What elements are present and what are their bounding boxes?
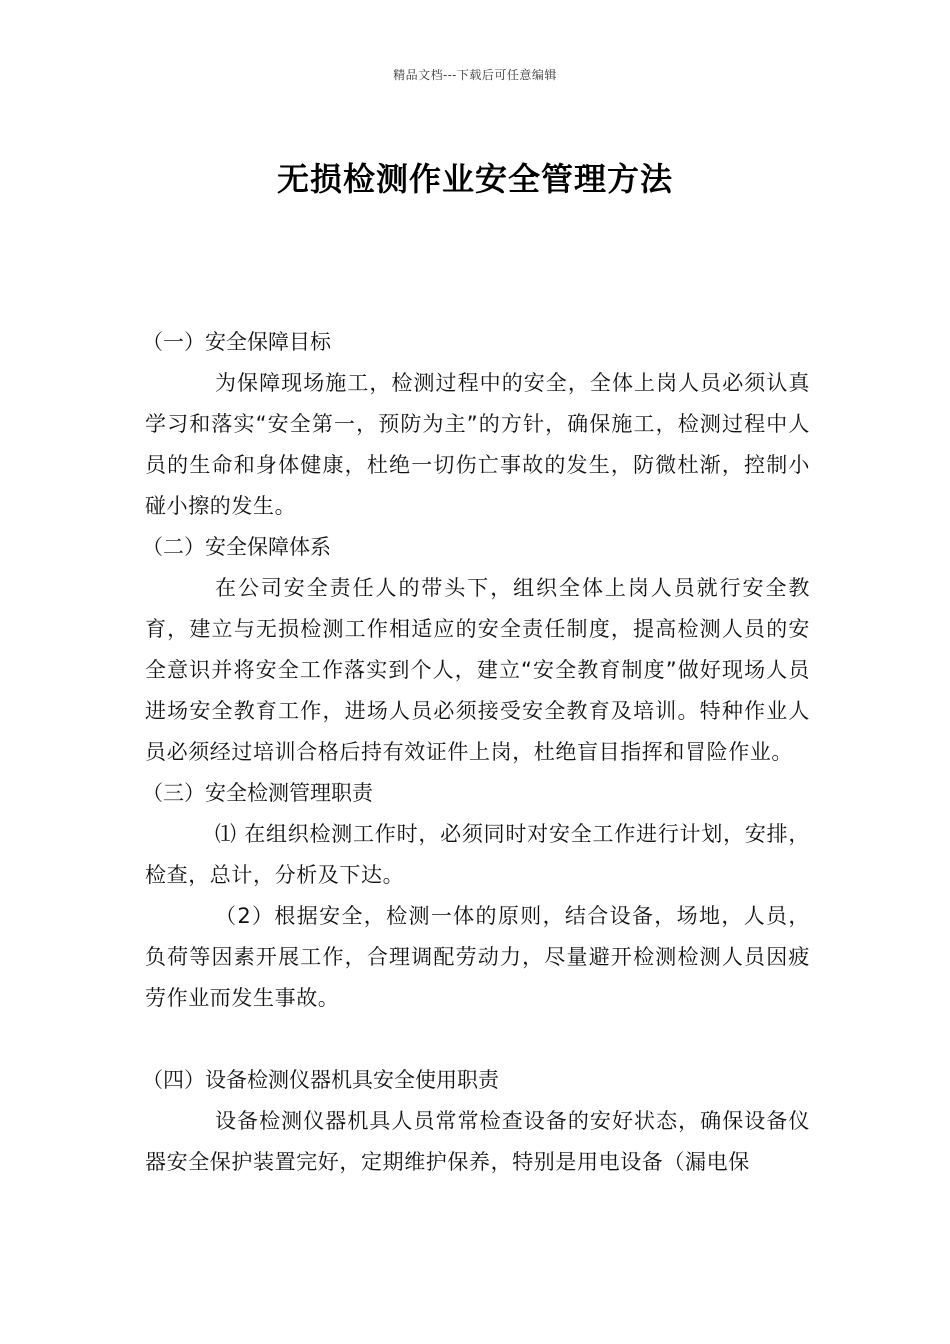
section-heading: （二）安全保障体系 [142, 535, 331, 559]
paragraph: ⑴ 在组织检测工作时，必须同时对安全工作进行计划，安排，检查，总计，分析及下达。 [145, 822, 810, 887]
section-1 [142, 322, 810, 527]
section-2 [142, 527, 810, 773]
document-body [142, 322, 810, 1183]
section-heading: （三）安全检测管理职责 [142, 781, 373, 805]
section-4 [142, 1060, 810, 1183]
paragraph: 设备检测仪器机具人员常常检查设备的安好状态，确保设备仪器安全保护装置完好，定期维护保养，特别是用电设备（漏电保 [145, 1109, 810, 1174]
section-heading: （一）安全保障目标 [142, 330, 331, 354]
paragraph: （2）根据安全，检测一体的原则，结合设备，场地，人员，负荷等因素开展工作，合理调配劳动力，尽量避开检测检测人员因疲劳作业而发生事故。 [145, 904, 810, 1010]
section-heading: （四）设备检测仪器机具安全使用职责 [142, 1068, 499, 1092]
paragraph: 为保障现场施工，检测过程中的安全，全体上岗人员必须认真学习和落实“安全第一，预防为主”的方针，确保施工，检测过程中人员的生命和身体健康，杜绝一切伤亡事故的发生，防微杜渐，控制小碰小擦的发生。 [145, 371, 810, 518]
page-header: 精品文档---下载后可任意编辑 [393, 68, 557, 82]
paragraph: 在公司安全责任人的带头下，组织全体上岗人员就行安全教育，建立与无损检测工作相适应的安全责任制度，提高检测人员的安全意识并将安全工作落实到个人，建立“安全教育制度”做好现场人员进场安全教育工作，进场人员必须接受安全教育及培训。特种作业人员必须经过培训合格后持有效证件上岗，杜绝盲目指挥和冒险作业。 [145, 576, 810, 764]
section-3 [142, 773, 810, 1019]
blank-line [145, 1019, 810, 1060]
document-title: 无损检测作业安全管理方法 [276, 160, 673, 198]
